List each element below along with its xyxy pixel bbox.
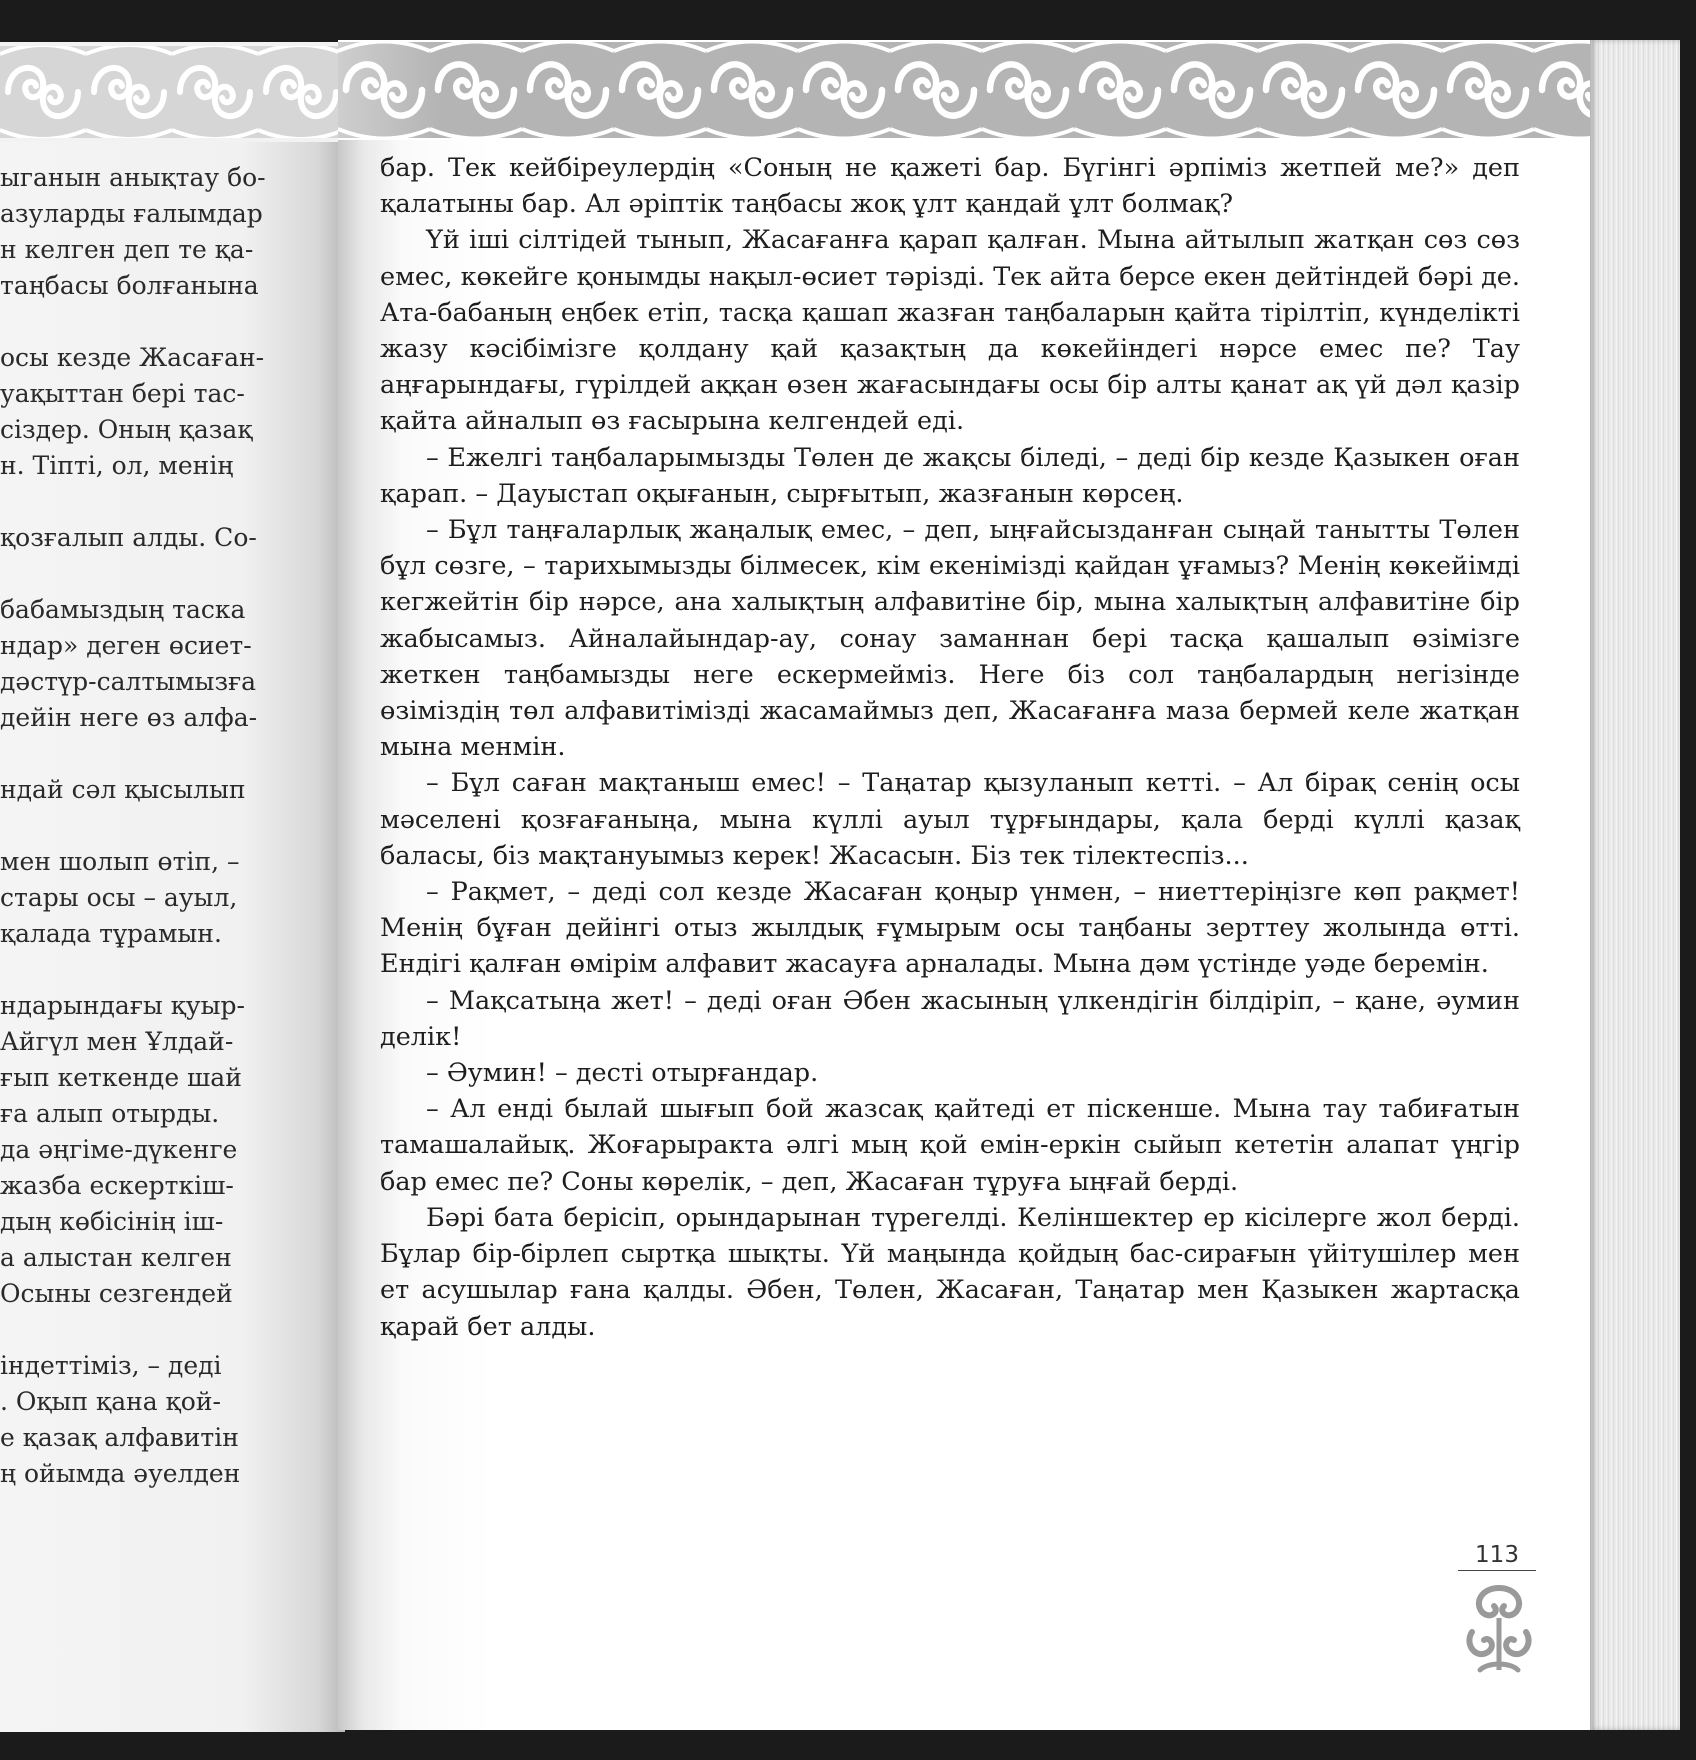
left-page-line: індеттіміз, – деді — [0, 1351, 222, 1380]
page-edges — [1590, 40, 1680, 1730]
left-page-line: азуларды ғалымдар — [0, 199, 263, 228]
right-page — [338, 40, 1620, 1730]
paragraph: – Рақмет, – деді сол кезде Жасаған қоңыр үнмен, – ниеттеріңізге көп рақмет! Менің бұған дейінгі отыз жылдық ғұмырым осы таңбаны зерттеу жолында өтті. Ендігі қалған өмірім алфавит жасауға арналады. Мына дәм үстінде уәде беремін. — [380, 877, 1520, 980]
page-number: 113 — [1458, 1542, 1536, 1571]
paragraph: Бәрі бата берісіп, орындарынан түрегелді. Келіншектер ер кісілерге жол берді. Бұлар бір-бірлеп сыртқа шықты. Үй маңында қойдың бас-сирағын үйітушілер мен ет асушылар ғана қалды. Әбен, Төлен, Жасаған, Таңатар мен Қазыкен жартасқа қарай бет алды. — [380, 1202, 1520, 1342]
left-page-line: ыганын анықтау бо- — [0, 163, 266, 192]
left-page-line — [0, 556, 290, 592]
paragraph: – Бұл таңғаларлық жаңалық емес, – деп, ыңғайсызданған сыңай танытты Төлен бұл сөзге, – тарихымызды білмесек, кім екенімізді қайдан ұғамыз? Менің көкейімді кегжейтін бір нәрсе, ана халықтың алфавитіне бір, мына халықтың алфавитіне бір жабысамыз. Айналайындар-ау, сонау заманнан бері тасқа қашалып өзімізге жеткен таңбамызды неге ескермейміз. Неге біз сол таңбалардың негізінде өзіміздің төл алфавитімізді жасамаймыз деп, Жасағанға маза бермей келе жатқан мына менмін. — [380, 515, 1520, 763]
left-page-line: Айгүл мен Ұлдай- — [0, 1027, 234, 1056]
left-page-line: ғып кеткенде шай — [0, 1063, 242, 1092]
paragraph: – Мақсатыңа жет! – деді оған Әбен жасының үлкендігін білдіріп, – қане, әумин делік! — [380, 985, 1520, 1052]
left-page-line — [0, 304, 290, 340]
left-page-line — [0, 1312, 290, 1348]
left-page-line: дәстүр-салтымызға — [0, 667, 257, 696]
left-page-line — [0, 808, 290, 844]
left-page-line — [0, 952, 290, 988]
left-page-line: е қазақ алфавитін — [0, 1423, 239, 1452]
left-page-line: сіздер. Оның қазақ — [0, 415, 253, 444]
paragraph: Үй іші сілтідей тынып, Жасағанға қарап қалған. Мына айтылып жатқан сөз сөз емес, көкейге қонымды нақыл-өсиет тәрізді. Тек айта берсе екен дейтіндей бәрі де. Ата-бабаның еңбек етіп, тасқа қашап жазған таңбаларын қайта тірілтіп, күнделікті жазу кәсібімізге қолдану қай қазақтың да көкейіндегі нәрсе емес пе? Тау аңғарындағы, гүрілдей аққан өзен жағасындағы осы бір алты қанат ақ үй дәл қазір қайта айналып өз ғасырына келгендей еді. — [380, 225, 1520, 437]
left-page-line: стары осы – ауыл, — [0, 883, 238, 912]
ornament-band-icon — [338, 40, 1620, 140]
left-page-line: да әңгіме-дүкенге — [0, 1135, 238, 1164]
left-page-line: қалада тұрамын. — [0, 919, 222, 948]
right-page-body — [380, 150, 1520, 1345]
left-ornament-band — [0, 42, 345, 142]
left-page-line: дейін неге өз алфа- — [0, 703, 258, 732]
left-page-line: осы кезде Жасаған- — [0, 343, 265, 372]
paragraph: – Ежелгі таңбаларымызды Төлен де жақсы біледі, – деді бір кезде Қазыкен оған қарап. – Дауыстап оқығанын, сырғытып, жазғанын көрсең. — [380, 442, 1520, 509]
left-page-line: ндай сәл қысылып — [0, 775, 246, 804]
left-page-line: ға алып отырды. — [0, 1099, 220, 1128]
paragraph: – Бұл саған мақтаныш емес! – Таңатар қызуланып кетті. – Ал бірақ сенің осы мәселені қозғағаныңа, мына күллі ауыл тұрғындары, қала берді күллі қазақ баласы, біз мақтануымыз керек! Жасасын. Біз тек тілектеспіз... — [380, 768, 1520, 871]
ornament-band-icon — [0, 42, 345, 142]
left-page-line: мен шолып өтіп, – — [0, 847, 240, 876]
left-page-line: бабамыздың таска — [0, 595, 246, 624]
paragraph: – Ал енді былай шығып бой жазсақ қайтеді ет піскенше. Мына тау табиғатын тамашалайық. Жоғарыракта әлгі мың қой емін-еркін сыйып кететін алапат үңгір бар емес пе? Соны көрелік, – деп, Жасаған тұруға ыңғай берді. — [380, 1094, 1520, 1197]
kazakh-ornament-corner-icon — [1462, 1582, 1536, 1676]
left-page-line: ндар» деген өсиет- — [0, 631, 252, 660]
left-page-line: а алыстан келген — [0, 1243, 232, 1272]
left-page-text — [0, 160, 290, 1492]
paragraph: бар. Тек кейбіреулердің «Соның не қажеті бар. Бүгінгі әрпіміз жетпей ме?» деп қалатыны бар. Ал әріптік таңбасы жоқ ұлт қандай ұлт болмақ? — [380, 153, 1520, 220]
left-page — [0, 42, 345, 1732]
left-page-line: қозғалып алды. Со- — [0, 523, 257, 552]
left-page-line: н. Тіпті, ол, менің — [0, 451, 234, 480]
left-page-line — [0, 736, 290, 772]
right-ornament-band — [338, 40, 1620, 140]
left-page-line — [0, 484, 290, 520]
left-page-line: жазба ескерткіш- — [0, 1171, 234, 1200]
left-page-line: ндарындағы қуыр- — [0, 991, 245, 1020]
paragraph: – Әумин! – десті отырғандар. — [426, 1058, 819, 1089]
left-page-line: уақыттан бері тас- — [0, 379, 245, 408]
left-page-line: таңбасы болғанына — [0, 271, 259, 300]
left-page-line: ң ойымда әуелден — [0, 1459, 241, 1488]
left-page-line: . Оқып қана қой- — [0, 1387, 221, 1416]
left-page-line: н келген деп те қа- — [0, 235, 254, 264]
left-page-line: дың көбісінің іш- — [0, 1207, 224, 1236]
left-page-line: Осыны сезгендей — [0, 1279, 233, 1308]
